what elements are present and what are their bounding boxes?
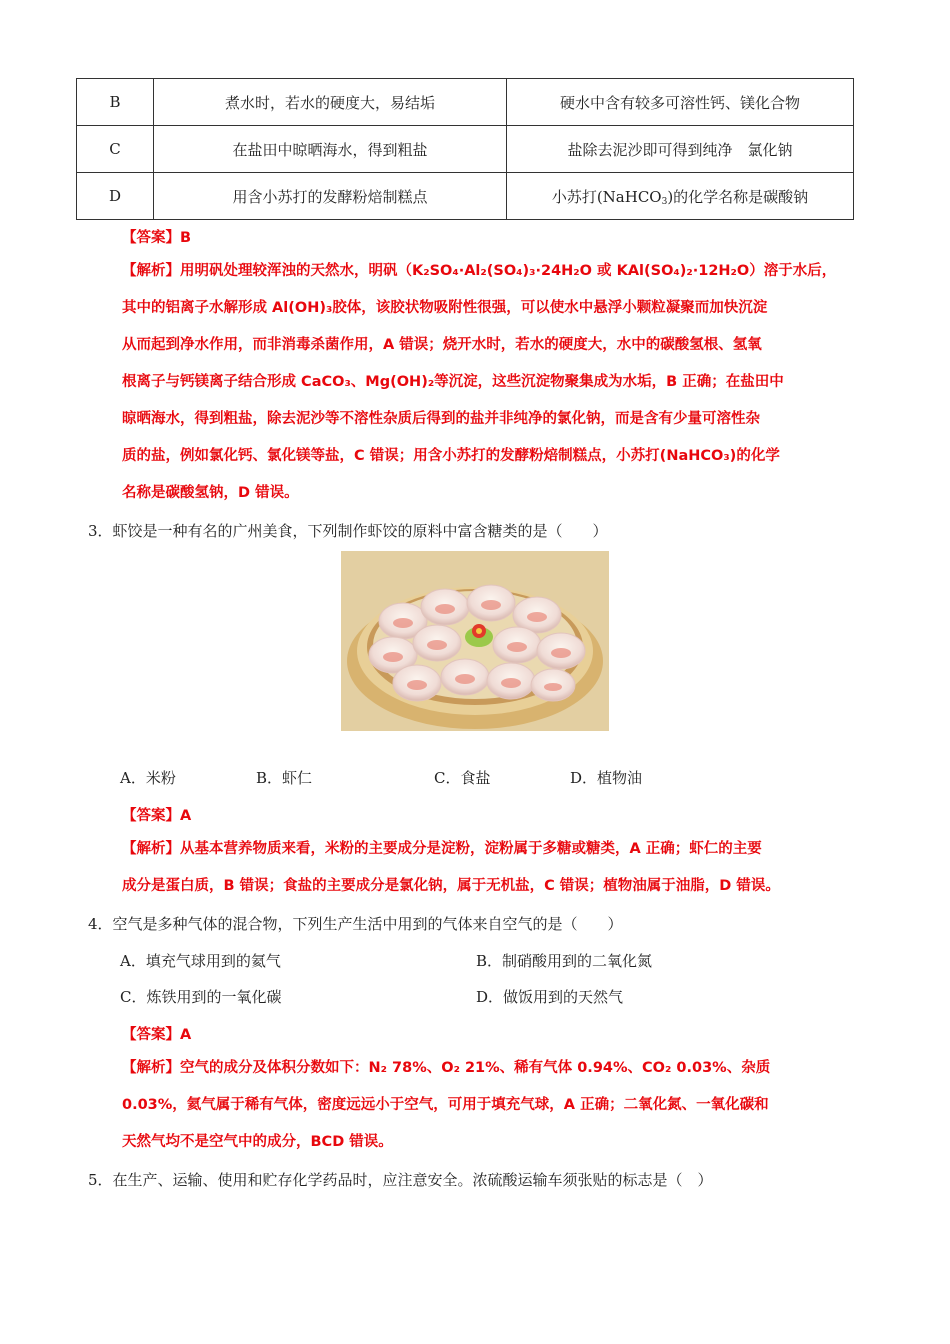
q4-option-d: D．做饭用到的天然气 <box>476 988 624 1006</box>
analysis-line: 从而起到净水作用，而非消毒杀菌作用，A 错误；烧开水时，若水的硬度大，水中的碳酸氢根、氢氧 <box>122 337 762 353</box>
analysis-line: 晾晒海水，得到粗盐，除去泥沙等不溶性杂质后得到的盐并非纯净的氯化钠，而是含有少量可溶性杂 <box>122 411 760 427</box>
options-table <box>76 78 854 220</box>
q4-stem: 4．空气是多种气体的混合物，下列生产生活中用到的气体来自空气的是（ ） <box>88 915 623 933</box>
table-cell-option: C <box>77 126 154 173</box>
q3-stem: 3．虾饺是一种有名的广州美食，下列制作虾饺的原料中富含糖类的是（ ） <box>88 522 608 540</box>
table-cell-explain: 硬水中含有较多可溶性钙、镁化合物 <box>507 79 854 126</box>
analysis-line: 【解析】空气的成分及体积分数如下：N₂ 78%、O₂ 21%、稀有气体 0.94%、CO₂ 0.03%、杂质 <box>122 1060 771 1076</box>
table-cell-action: 煮水时，若水的硬度大，易结垢 <box>154 79 507 126</box>
analysis-line: 其中的铝离子水解形成 Al(OH)₃胶体，该胶状物吸附性很强，可以使水中悬浮小颗粒凝聚而加快沉淀 <box>122 300 768 316</box>
analysis-line: 天然气均不是空气中的成分，BCD 错误。 <box>122 1134 393 1150</box>
q3-answer: 【答案】A <box>122 808 192 824</box>
analysis-line: 成分是蛋白质，B 错误；食盐的主要成分是氯化钠，属于无机盐，C 错误；植物油属于油脂，D 错误。 <box>122 878 780 894</box>
shrimp-dumpling-photo <box>341 551 609 731</box>
table-cell-explain: 盐除去泥沙即可得到纯净 氯化钠 <box>507 126 854 173</box>
analysis-line: 【解析】从基本营养物质来看，米粉的主要成分是淀粉，淀粉属于多糖或糖类，A 正确；虾仁的主要 <box>122 841 762 857</box>
table-row <box>77 126 854 173</box>
table-cell-explain: 小苏打(NaHCO$_3$)的化学名称是碳酸钠 <box>507 173 854 220</box>
analysis-line: 名称是碳酸氢钠，D 错误。 <box>122 485 299 501</box>
q2-analysis <box>122 253 864 512</box>
q3-analysis <box>122 831 864 905</box>
table-cell-action: 用含小苏打的发酵粉焙制糕点 <box>154 173 507 220</box>
q5-stem: 5．在生产、运输、使用和贮存化学药品时，应注意安全。浓硫酸运输车须张贴的标志是（ ） <box>88 1171 713 1189</box>
table-row <box>77 79 854 126</box>
q3-option-d: D．植物油 <box>570 769 643 787</box>
q3-option-b: B．虾仁 <box>256 769 313 787</box>
analysis-line: 根离子与钙镁离子结合形成 CaCO₃、Mg(OH)₂等沉淀，这些沉淀物聚集成为水垢，B 正确；在盐田中 <box>122 374 784 390</box>
q4-option-a: A．填充气球用到的氦气 <box>120 952 281 970</box>
analysis-line: 【解析】用明矾处理较浑浊的天然水，明矾（K₂SO₄·Al₂(SO₄)₃·24H₂O 或 KAl(SO₄)₂·12H₂O）溶于水后， <box>122 263 837 279</box>
q3-option-c: C．食盐 <box>434 769 491 787</box>
table-cell-option: B <box>77 79 154 126</box>
analysis-line: 0.03%，氦气属于稀有气体，密度远远小于空气，可用于填充气球，A 正确；二氧化氮、一氧化碳和 <box>122 1097 769 1113</box>
q3-option-a: A．米粉 <box>120 769 176 787</box>
table-cell-option: D <box>77 173 154 220</box>
q4-answer: 【答案】A <box>122 1027 192 1043</box>
q4-option-c: C．炼铁用到的一氧化碳 <box>120 988 282 1006</box>
table-cell-action: 在盐田中晾晒海水，得到粗盐 <box>154 126 507 173</box>
q4-option-b: B．制硝酸用到的二氧化氮 <box>476 952 653 970</box>
q2-answer: 【答案】B <box>122 230 192 246</box>
dumpling-steamer-image <box>341 551 609 731</box>
analysis-line: 质的盐，例如氯化钙、氯化镁等盐，C 错误；用含小苏打的发酵粉焙制糕点，小苏打(NaHCO₃)的化学 <box>122 448 780 464</box>
q4-analysis <box>122 1050 864 1161</box>
table-row <box>77 173 854 220</box>
